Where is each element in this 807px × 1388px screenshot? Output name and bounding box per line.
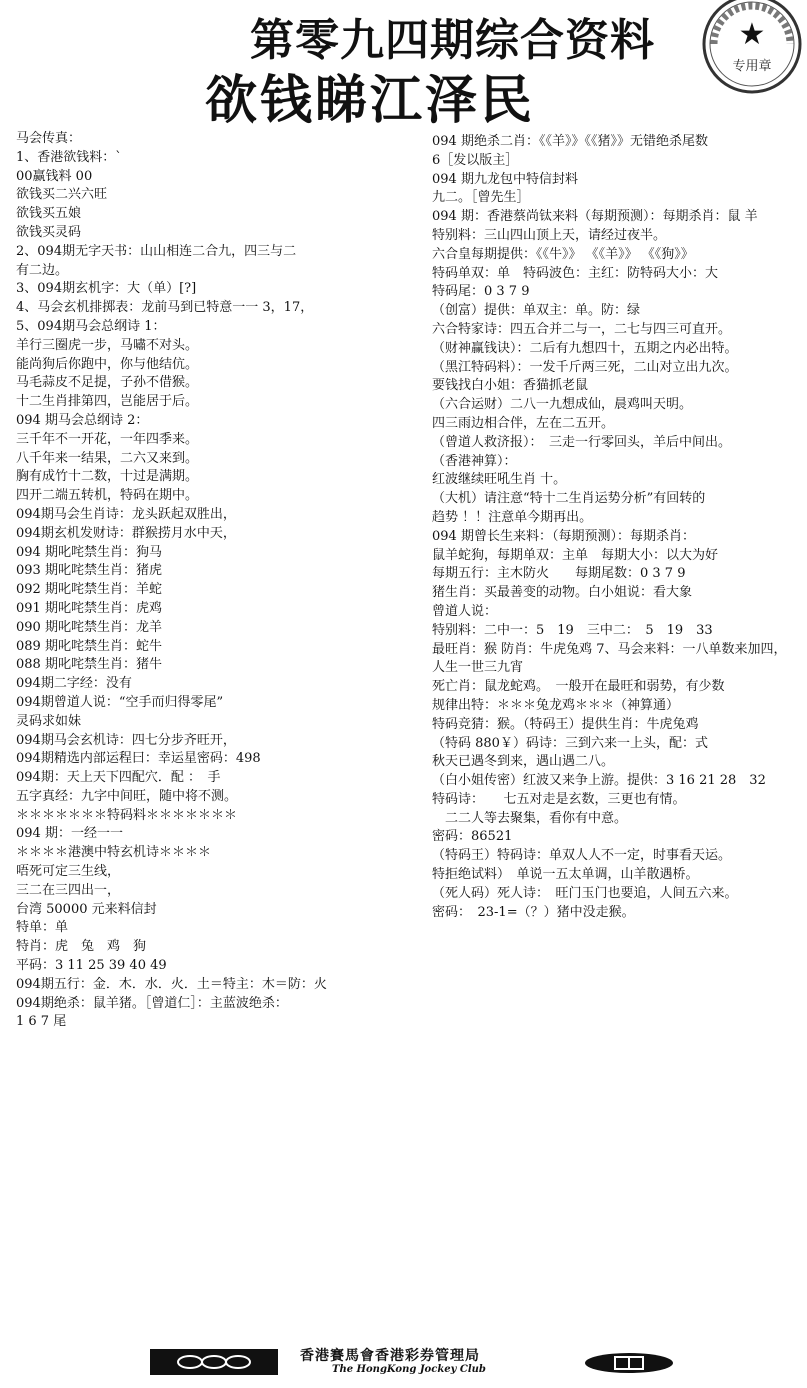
footer-banner [150, 1343, 690, 1383]
text-line: （香港神算）： [432, 453, 517, 469]
text-line: 093 期叱咤禁生肖：猪虎 [16, 563, 162, 579]
text-line: 要钱找白小姐：香猫抓老鼠 [432, 378, 589, 394]
text-line: 最旺肖：猴 防肖：牛虎兔鸡 7、马会来料：一八单数来加四， [432, 641, 787, 657]
text-line: 密码：86521 [432, 829, 513, 845]
text-line: 特码竞猜：猴。（特码王）提供生肖：牛虎兔鸡 [432, 716, 699, 732]
text-line: 胸有成竹十二数，十过是满期。 [16, 469, 199, 485]
text-line: 规律出特：＊＊＊兔龙鸡＊＊＊（神算通） [432, 697, 680, 713]
text-line: 六合特家诗：四五合并二与一，二七与四三可直开。 [432, 321, 732, 337]
text-line: 五字真经：九字中间旺，随中将不测。 [16, 788, 238, 804]
text-line: 平码：3 11 25 39 40 49 [16, 958, 167, 974]
text-line: 九二。［曾先生］ [432, 190, 530, 206]
text-line: 1、香港欲钱料：` [16, 149, 122, 165]
text-line: 能尚狗后你跑中，你与他结伉。 [16, 356, 199, 372]
text-line: 094 期曾长生来料：（每期预测）：每期杀肖： [432, 528, 695, 544]
text-line: 六合皇每期提供：《《牛》》 《《羊》》 《《狗》》 [432, 246, 694, 262]
text-line: 特码单双：单 特码波色：主红：防特码大小：大 [432, 265, 719, 281]
text-line: 094 期马会总纲诗 2： [16, 412, 149, 428]
text-line: 094期五行：金．木．水．火．土＝特主：木＝防：火 [16, 976, 327, 992]
text-line: （大机）请注意“特十二生肖运势分析”有回转的 [432, 491, 706, 507]
text-line: 灵码求如妹 [16, 713, 82, 729]
text-line: 欲钱买五娘 [16, 206, 82, 222]
text-line: 088 期叱咤禁生肖：猪牛 [16, 657, 162, 673]
text-line: 四三雨边相合伴，左在二五开。 [432, 415, 615, 431]
text-line: 二二人等去聚集，看你有中意。 [432, 810, 628, 826]
text-line: 092 期叱咤禁生肖：羊蛇 [16, 582, 162, 598]
text-line: 特肖：虎 兔 鸡 狗 [16, 939, 147, 955]
jockey-club-logo-icon [150, 1349, 278, 1375]
text-line: 特单：单 [16, 920, 69, 936]
text-line: 1 6 7 尾 [16, 1014, 67, 1030]
text-line: ＊＊＊＊＊＊＊特码料＊＊＊＊＊＊＊ [16, 807, 238, 823]
text-line: 台湾 50000 元来料信封 [16, 901, 157, 917]
text-line: 欲钱买二兴六旺 [16, 187, 108, 203]
footer-organization-english: The HongKong Jockey Club [332, 1364, 486, 1375]
text-line: （特码王）特码诗：单双人人不一定，时事看天运。 [432, 848, 732, 864]
text-line: 094 期叱咤禁生肖：狗马 [16, 544, 162, 560]
text-line: 鼠羊蛇狗，每期单双：主单 每期大小：以大为好 [432, 547, 719, 563]
text-line: 091 期叱咤禁生肖：虎鸡 [16, 600, 162, 616]
text-line: 马毛蒜皮不足提，子孙不借猴。 [16, 375, 199, 391]
text-line: 094 期：香港蔡尚钛来料（每期预测）：每期杀肖：鼠 羊 [432, 209, 758, 225]
text-line: 红波继续旺吼生肖 十。 [432, 472, 567, 488]
text-line: 089 期叱咤禁生肖：蛇牛 [16, 638, 162, 654]
text-line: 三二在三四出一， [16, 882, 121, 898]
text-line: 094期绝杀：鼠羊猪。［曾道仁］：主蓝波绝杀： [16, 995, 288, 1011]
text-line: 每期五行：主木防火 每期尾数：0 3 7 9 [432, 566, 686, 582]
official-seal-stamp [700, 0, 804, 96]
text-line: 秋天已遇冬到来，遇山遇二八。 [432, 754, 615, 770]
text-line: （死人码）死人诗： 旺门玉门也要追，人间五六来。 [432, 885, 738, 901]
text-line: 094期马会生肖诗：龙头跃起双胜出， [16, 506, 236, 522]
text-line: 四开二端五转机，特码在期中。 [16, 488, 199, 504]
right-column-text [432, 133, 802, 922]
text-line: 有二边。 [16, 262, 69, 278]
text-line: 特别料：二中一：5 19 三中二： 5 19 33 [432, 622, 713, 638]
left-column-text [16, 130, 401, 1032]
text-line: 特拒绝试料） 单说一五太单调，山羊散遇桥。 [432, 867, 699, 883]
text-line: 特别料：三山四山顶上天，请经过夜半。 [432, 227, 667, 243]
text-line: 曾道人说： [432, 603, 498, 619]
text-line: （黑江特码料）：一发千斤两三死，二山对立出九次。 [432, 359, 738, 375]
headline: 欲钱睇江泽民 [205, 70, 536, 131]
text-line: 特码尾：0 3 7 9 [432, 284, 530, 300]
text-line: 090 期叱咤禁生肖：龙羊 [16, 619, 162, 635]
text-line: 2、094期无字天书：山山相连二合九，四三与二 [16, 243, 297, 259]
text-line: 5、094期马会总纲诗 1： [16, 318, 166, 334]
text-line: 3、094期玄机字：大（单）[?] [16, 281, 197, 297]
text-line: 欲钱买灵码 [16, 224, 82, 240]
text-line: （六合运财）二八一九想成仙，晨鸡叫天明。 [432, 397, 693, 413]
text-line: 死亡肖：鼠龙蛇鸡。 一般开在最旺和弱势，有少数 [432, 679, 725, 695]
text-line: 人生一世三九宵 [432, 660, 524, 676]
svg-text:专用章: 专用章 [732, 59, 772, 74]
text-line: （财神赢钱诀）：二后有九想四十，五期之内必出特。 [432, 340, 738, 356]
text-line: （白小姐传密）红波又来争上游。提供：3 16 21 28 32 [432, 773, 766, 789]
text-line: 4、马会玄机排掷表：龙前马到已特意一一 3，17， [16, 300, 314, 316]
text-line: 十二生肖排第四，岂能居于后。 [16, 394, 199, 410]
text-line: 密码： 23-1=（？）猪中没走猴。 [432, 904, 635, 920]
text-line: 00赢钱料 00 [16, 168, 93, 184]
text-line: 094期马会玄机诗：四七分步齐旺开， [16, 732, 236, 748]
text-line: 趋势 ！！注意单今期再出。 [432, 509, 593, 525]
text-line: 094期二字经：没有 [16, 676, 132, 692]
text-line: 猪生肖：买最善变的动物。白小姐说：看大象 [432, 585, 693, 601]
text-line: 094期玄机发财诗：群猴捞月水中天， [16, 525, 236, 541]
text-line: 094 期九龙包中特信封料 [432, 171, 578, 187]
lottery-logo-icon [582, 1351, 676, 1375]
text-line: 特码诗： 七五对走是玄数，三更也有情。 [432, 791, 686, 807]
text-line: 马会传真： [16, 131, 82, 146]
text-line: （特码 880￥）码诗：三到六来一上头，配：式 [432, 735, 708, 751]
text-line: 6［发以版主］ [432, 152, 519, 168]
text-line: 094期：天上天下四配穴．配 ： 手 [16, 770, 221, 786]
text-line: 094 期：一经一一 [16, 826, 123, 842]
text-line: （曾道人救济报）： 三走一行零回头，羊后中间出。 [432, 434, 732, 450]
text-line: 094期精选内部运程曰：幸运星密码：498 [16, 751, 261, 767]
seal-star-icon: ★ [738, 17, 766, 52]
text-line: 094期曾道人说：“空手而归得零尾” [16, 694, 224, 710]
text-line: 094 期绝杀二肖：《《羊》》《《猪》》无错绝杀尾数 [432, 134, 708, 149]
footer-organization-name: 香港賽馬會香港彩券管理局 [300, 1348, 480, 1364]
text-line: （创富）提供：单双主：单。防：绿 [432, 303, 641, 319]
issue-title: 第零九四期综合资料 [250, 15, 655, 66]
text-line: 唔死可定三生线， [16, 864, 121, 880]
text-line: ＊＊＊＊港澳中特玄机诗＊＊＊＊ [16, 845, 212, 861]
text-line: 三千年不一开花，一年四季来。 [16, 431, 199, 447]
text-line: 八千年来一结果，二六又来到。 [16, 450, 199, 466]
text-line: 羊行三圈虎一步，马嘯不对头。 [16, 337, 199, 353]
